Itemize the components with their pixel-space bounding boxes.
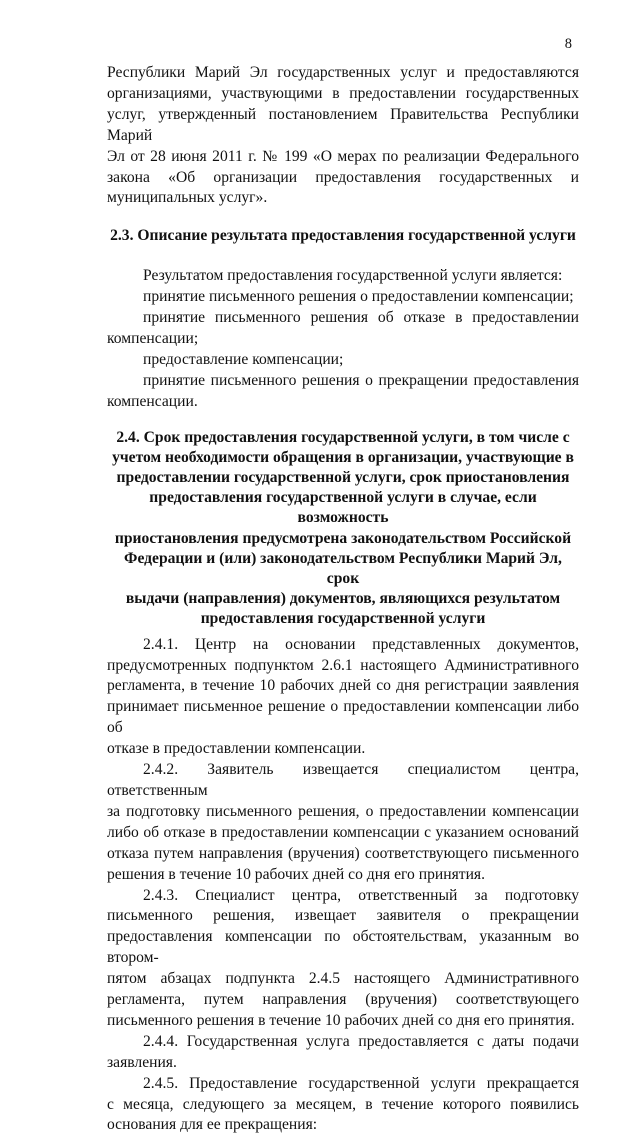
text-line: заявления. (107, 1053, 177, 1071)
text-line: регламента, путем направления (вручения) соответствующего (107, 991, 579, 1009)
text-line: принятие письменного решения об отказе в предоставлении (143, 309, 579, 327)
heading-line: предоставления государственной услуги (200, 610, 486, 628)
text-line: Республики Марий Эл государственных услуг и предоставляются (107, 64, 579, 81)
heading-line: Федерации и (или) законодательством Республики Марий Эл, срок (124, 549, 562, 588)
text-line: предоставления компенсации по обстоятельствам, указанным во втором- (107, 928, 579, 967)
text-line: регламента, в течение 10 рабочих дней со дня регистрации заявления (107, 677, 579, 695)
heading-line: выдачи (направления) документов, являющихся результатом (125, 590, 561, 608)
text-line: отказа путем направления (вручения) соответствующего письменного (107, 844, 579, 862)
page-number: 8 (564, 36, 572, 52)
text-line: решения в течение 10 рабочих дней со дня его принятия. (107, 865, 485, 883)
section-heading-2-3: 2.3. Описание результата предоставления государственной услуги (110, 227, 576, 245)
section-2-3-list (107, 266, 579, 412)
text-line: 2.4.1. Центр на основании представленных документов, (143, 635, 579, 653)
text-line: письменного решения, извещает заявителя о прекращении (107, 907, 579, 925)
text-line: 2.4.3. Специалист центра, ответственный за подготовку (143, 886, 579, 904)
heading-line: предоставления государственной услуги в случае, если возможность (149, 489, 537, 527)
heading-line: приостановления предусмотрена законодательством Российской (114, 529, 572, 547)
text-line: 2.4.2. Заявитель извещается специалистом центра, ответственным (107, 761, 579, 799)
heading-line: предоставлении государственной услуги, срок приостановления (116, 469, 570, 486)
text-line: компенсации; (107, 329, 199, 347)
text-line: письменного решения в течение 10 рабочих дней со дня его принятия. (107, 1011, 575, 1029)
paragraph-2-4-1 (107, 635, 579, 760)
text-line: компенсации. (107, 392, 198, 410)
text-line: принятие письменного решения о предоставлении компенсации; (143, 288, 574, 306)
paragraph-2-4-2 (107, 760, 579, 885)
text-line: принятие письменного решения о прекращении предоставления (143, 371, 579, 389)
text-line: Результатом предоставления государственной услуги является: (143, 267, 563, 285)
text-line: закона «Об организации предоставления государственных и (107, 168, 579, 186)
paragraph-2-4-5 (107, 1074, 579, 1136)
text-line: предусмотренных подпунктом 2.6.1 настоящего Административного (107, 656, 579, 674)
text-line: Эл от 28 июня 2011 г. № 199 «О мерах по реализации Федерального (107, 147, 579, 165)
text-line: либо об отказе в предоставлении компенсации с указанием оснований (107, 823, 579, 841)
text-line: муниципальных услуг». (107, 189, 268, 207)
text-line: услуг, утвержденный постановлением Правительства Республики Марий (107, 105, 579, 144)
text-line: основания для ее прекращения: (107, 1116, 318, 1134)
text-line: принимает письменное решение о предоставлении компенсации либо об (107, 698, 579, 737)
section-heading-2-4 (107, 428, 579, 630)
page-body (107, 63, 579, 1136)
intro-paragraph (107, 63, 579, 209)
paragraph-2-4-4 (107, 1032, 579, 1074)
text-line: 2.4.4. Государственная услуга предоставляется с даты подачи (143, 1032, 579, 1050)
heading-line: учетом необходимости обращения в организации, участвующие в (112, 448, 574, 466)
text-line: предоставление компенсации; (143, 350, 344, 368)
paragraph-2-4-3 (107, 886, 579, 1032)
text-line: пятом абзацах подпункта 2.4.5 настоящего Административного (107, 970, 579, 988)
text-line: отказе в предоставлении компенсации. (107, 740, 366, 758)
text-line: организациями, участвующими в предоставлении государственных (107, 84, 579, 102)
heading-line: 2.4. Срок предоставления государственной услуги, в том числе с (116, 428, 570, 446)
text-line: за подготовку письменного решения, о предоставлении компенсации (107, 802, 579, 820)
text-line: с месяца, следующего за месяцем, в течение которого появились (107, 1095, 579, 1113)
text-line: 2.4.5. Предоставление государственной услуги прекращается (143, 1074, 579, 1092)
